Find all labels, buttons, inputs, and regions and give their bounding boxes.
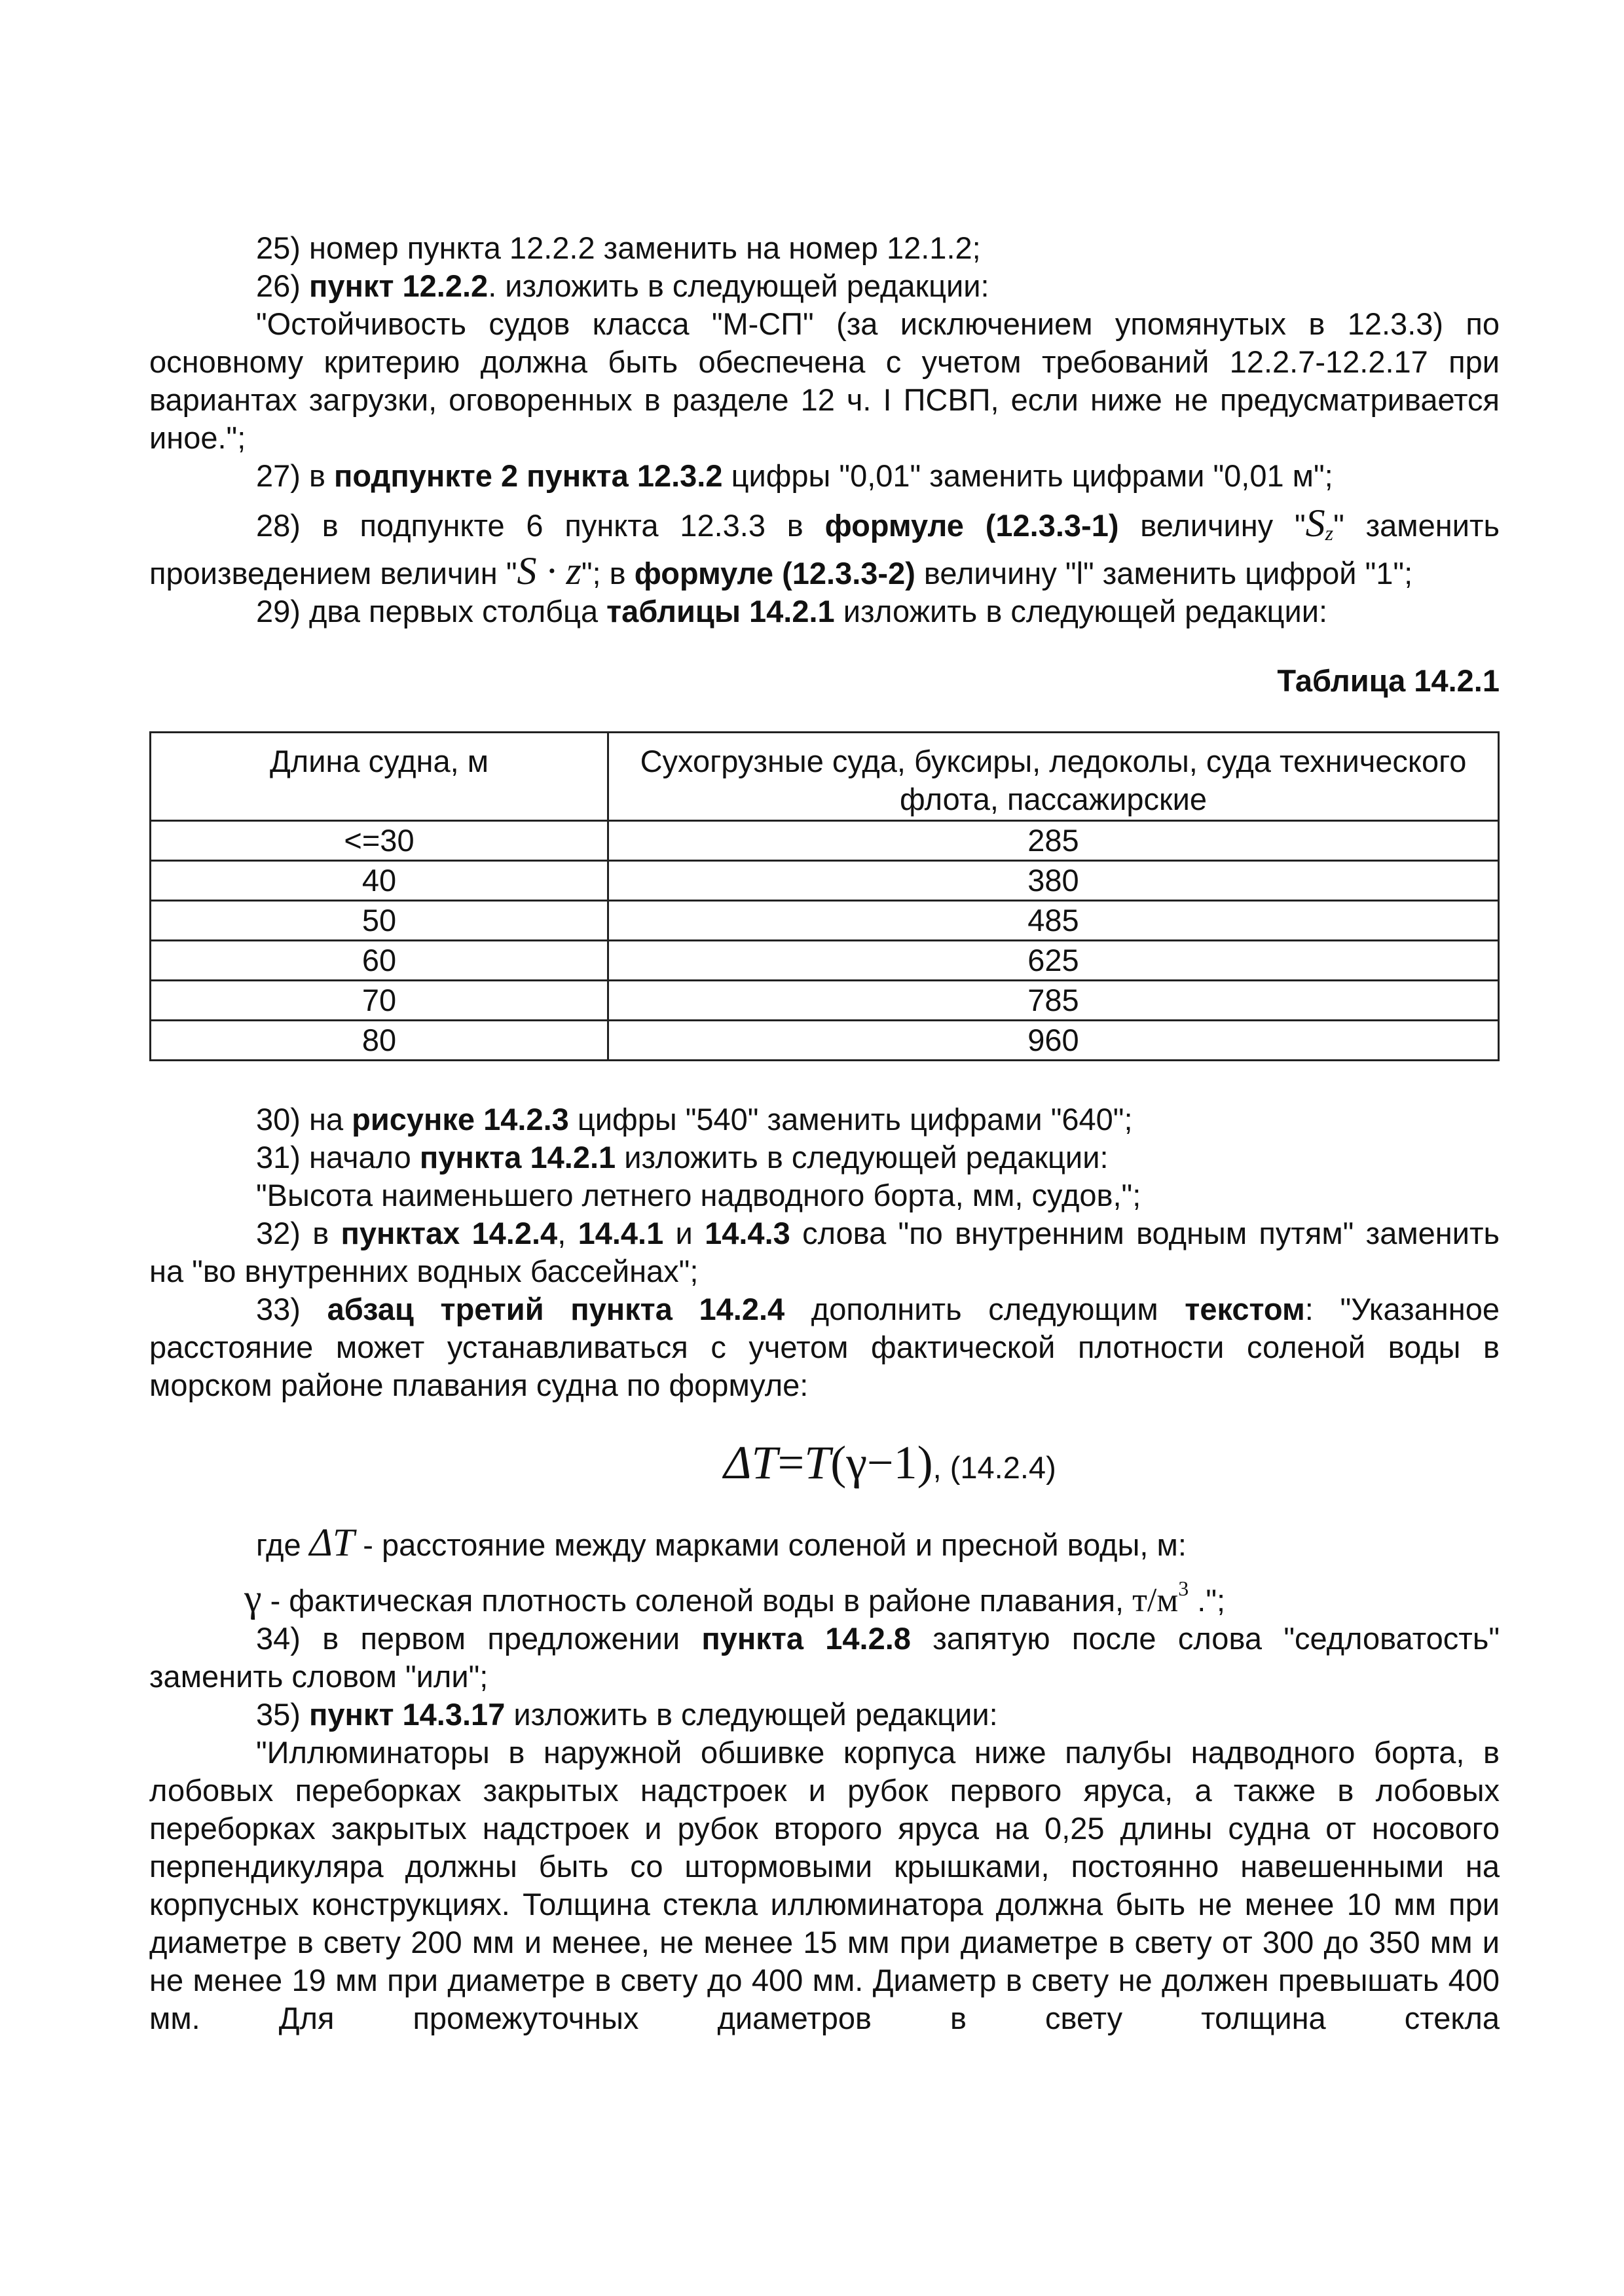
cell-value: 625 — [608, 941, 1499, 981]
item-30: 30) на рисунке 14.2.3 цифры "540" заменить цифрами "640"; — [256, 1102, 1133, 1137]
item-31-quote: "Высота наименьшего летнего надводного борта, мм, судов,"; — [256, 1178, 1141, 1212]
cell-value: 485 — [608, 901, 1499, 941]
cell-value: 960 — [608, 1021, 1499, 1061]
symbol-s-times-z: S · z — [517, 549, 581, 592]
item-34: 34) в первом предложении пункта 14.2.8 запятую после слова "седловатость" заменить словом "или"; — [149, 1621, 1500, 1694]
unit-t-per-m3: $т/м^3$ — [1132, 1576, 1189, 1619]
where-gamma: γ - фактическая плотность соленой воды в районе плавания, $т/м^3$ ."; — [244, 1576, 1226, 1620]
cell-value: 285 — [608, 821, 1499, 861]
table-caption: Таблица 14.2.1 — [1277, 663, 1500, 698]
table-row — [151, 981, 1499, 1021]
where-delta-t: где ΔT - расстояние между марками соленой и пресной воды, м: — [256, 1521, 1187, 1564]
cell-length: 50 — [151, 901, 608, 941]
item-32: 32) в пунктах 14.2.4, 14.4.1 и 14.4.3 слова "по внутренним водным путям" заменить на "во внутренних водных бассейнах"; — [149, 1216, 1500, 1288]
table-header-row — [151, 733, 1499, 821]
item-33: 33) абзац третий пункта 14.2.4 дополнить следующим текстом: "Указанное расстояние может устанавливаться с учетом фактической плотности соленой воды в морском районе плавания судна по формуле: — [149, 1292, 1500, 1402]
cell-length: <=30 — [151, 821, 608, 861]
table-row — [151, 941, 1499, 981]
formula-14-2-4 — [149, 1433, 1500, 1497]
freeboard-table — [149, 731, 1500, 1061]
cell-length: 60 — [151, 941, 608, 981]
table-row — [151, 1021, 1499, 1061]
item-26-quote: "Остойчивость судов класса "М-СП" (за исключением упомянутых в 12.3.3) по основному критерию должна быть обеспечена с учетом требований 12.2.7-12.2.17 при вариантах загрузки, оговоренных в разделе 12 ч. I ПСВП, если ниже не предусматривается иное."; — [149, 306, 1500, 455]
item-26: 26) пункт 12.2.2. изложить в следующей редакции: — [256, 268, 989, 303]
item-31: 31) начало пункта 14.2.1 изложить в следующей редакции: — [256, 1140, 1109, 1175]
cell-length: 70 — [151, 981, 608, 1021]
item-27: 27) в подпункте 2 пункта 12.3.2 цифры "0,01" заменить цифрами "0,01 м"; — [256, 458, 1333, 493]
column-header-vessels: Сухогрузные суда, буксиры, ледоколы, суда технического флота, пассажирские — [608, 733, 1499, 821]
formula-expression: ΔT=T(γ−1) — [724, 1436, 933, 1489]
symbol-s-z: Sz — [1305, 501, 1334, 545]
item-35-quote: "Иллюминаторы в наружной обшивке корпуса ниже палубы надводного борта, в лобовых переборках закрытых надстроек и рубок первого яруса, а также в лобовых переборках закрытых надстроек и рубок второго яруса на 0,25 длины судна от носового перпендикуляра должны быть со штормовыми крышками, постоянно навешенными на корпусных конструкциях. Толщина стекла иллюминатора должна быть не менее 10 мм при диаметре в свету 200 мм и менее, не менее 15 мм при диаметре в свету от 300 до 350 мм и не менее 19 мм при диаметре в свету до 400 мм. Диаметр в свету не должен превышать 400 мм. Для промежуточных диаметров в свету толщина стекла — [149, 1735, 1500, 2035]
item-28: 28) в подпункте 6 пункта 12.3.3 в формуле (12.3.3-1) величину "Sz" заменить произведением величин "S · z"; в формуле (12.3.3-2) величину "l" заменить цифрой "1"; — [149, 501, 1500, 592]
symbol-gamma: γ — [244, 1576, 262, 1620]
table-row — [151, 861, 1499, 901]
item-35: 35) пункт 14.3.17 изложить в следующей редакции: — [256, 1697, 998, 1732]
document-page — [149, 229, 1500, 2037]
cell-value: 785 — [608, 981, 1499, 1021]
cell-length: 40 — [151, 861, 608, 901]
symbol-delta-t: ΔT — [309, 1521, 355, 1564]
item-25: 25) номер пункта 12.2.2 заменить на номер 12.1.2; — [256, 230, 981, 265]
cell-value: 380 — [608, 861, 1499, 901]
table-row — [151, 821, 1499, 861]
item-29: 29) два первых столбца таблицы 14.2.1 изложить в следующей редакции: — [256, 594, 1328, 629]
table-row — [151, 901, 1499, 941]
cell-length: 80 — [151, 1021, 608, 1061]
formula-number: , (14.2.4) — [932, 1450, 1056, 1485]
column-header-length: Длина судна, м — [151, 733, 608, 821]
